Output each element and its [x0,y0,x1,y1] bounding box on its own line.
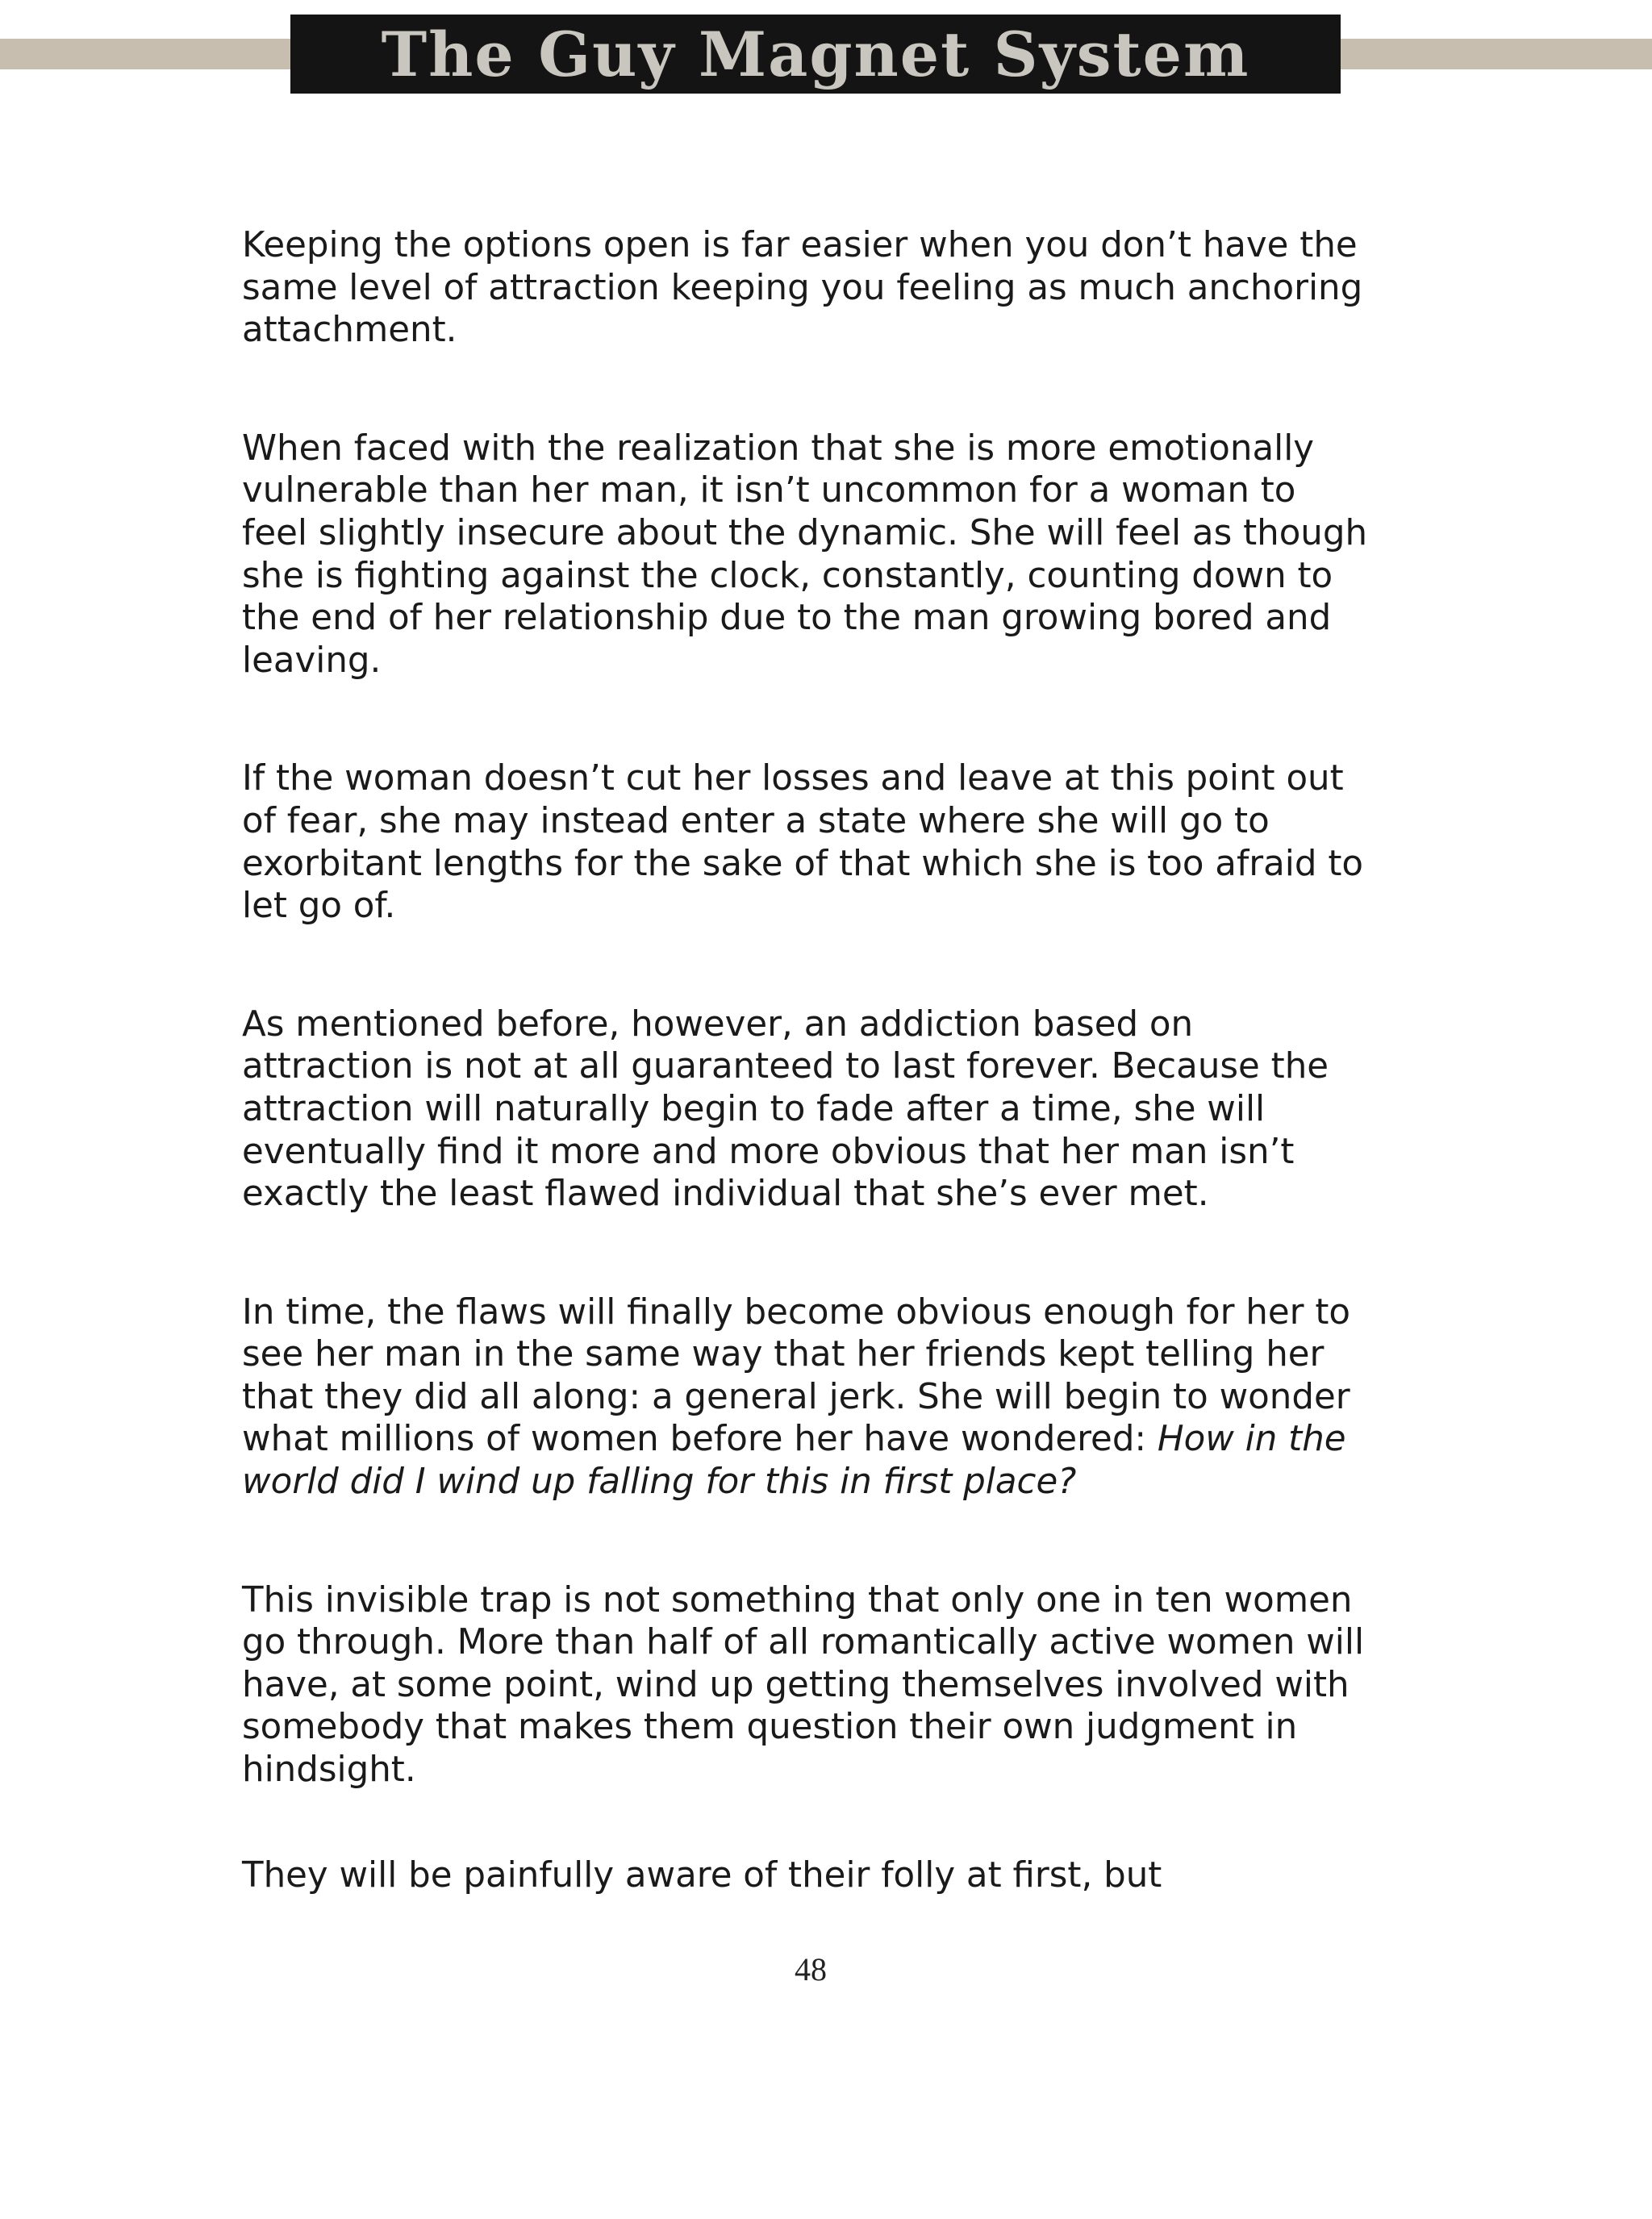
paragraph [242,1291,1371,1504]
italic-question: How in the world did I wind up falling for this in first place? [242,1419,1346,1503]
paragraph: Keeping the options open is far easier when you don’t have the same level of attraction keeping you feeling as much anchoring attachment. [242,225,1363,351]
paragraph: This invisible trap is not something that only one in ten women go through. More than half of all romantically active women will have, at some point, wind up getting themselves involved with somebody that makes them question their own judgment in hindsight. [242,1579,1365,1791]
paragraph: If the woman doesn’t cut her losses and leave at this point out of fear, she may instead enter a state where she will go to exorbitant lengths for the sake of that which she is too afraid to let go of. [242,758,1364,927]
page-body [242,224,1371,1896]
page-number: 48 [795,1951,827,1988]
header-title-box [290,15,1341,94]
paragraph: When faced with the realization that she is more emotionally vulnerable than her man, it isn’t uncommon for a woman to feel slightly insecure about the dynamic. She will feel as though she is fighting against the clock, constantly, counting down to the end of her relationship due to the man growing bored and leaving. [242,428,1368,681]
paragraph-text: In time, the flaws will finally become obvious enough for her to see her man in the same way that her friends kept telling her that they did all along: a general jerk. She will begin to wonder what millions of women before her have wondered: [242,1291,1351,1460]
header-title: The Guy Magnet System [381,18,1250,90]
paragraph: As mentioned before, however, an addiction based on attraction is not at all guaranteed to last forever. Because the attraction will naturally begin to fade after a time, she will eventually find it more and more obvious that her man isn’t exactly the least flawed individual that she’s ever met. [242,1003,1329,1215]
paragraph: They will be painfully aware of their folly at first, but [242,1854,1162,1896]
